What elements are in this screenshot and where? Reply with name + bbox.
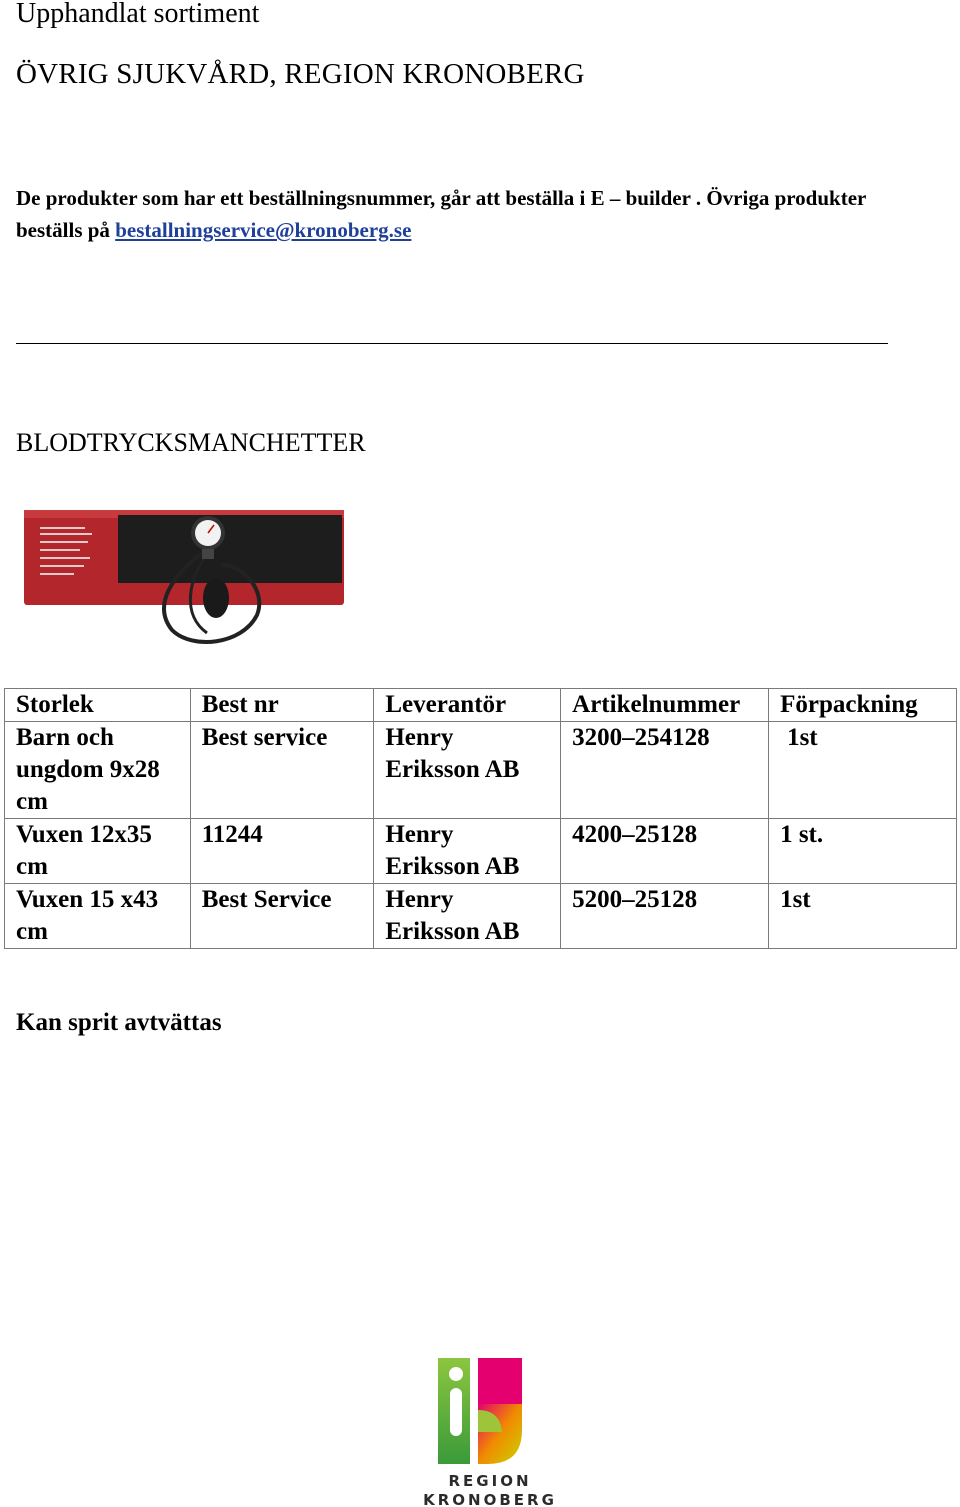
logo-text-region: REGION: [448, 1472, 532, 1490]
table-cell: Vuxen 12x35 cm: [5, 819, 191, 884]
table-cell: 3200–254128: [561, 722, 769, 819]
table-row: [5, 819, 957, 884]
table-cell: 1st: [769, 884, 957, 949]
table-row: [5, 722, 957, 819]
table-cell: 1 st.: [769, 819, 957, 884]
region-kronoberg-logo: [423, 1352, 557, 1507]
page-title: Upphandlat sortiment: [16, 0, 260, 29]
table-cell: 4200–25128: [561, 819, 769, 884]
table-cell: Best Service: [190, 884, 374, 949]
table-cell: 1st: [769, 722, 957, 819]
table-cell: 5200–25128: [561, 884, 769, 949]
product-table: [4, 688, 957, 949]
table-cell: Henry Eriksson AB: [374, 884, 561, 949]
intro-paragraph: [16, 182, 916, 246]
table-row: [5, 884, 957, 949]
page-subtitle: ÖVRIG SJUKVÅRD, REGION KRONOBERG: [16, 58, 585, 90]
column-header: Artikelnummer: [561, 689, 769, 722]
column-header: Storlek: [5, 689, 191, 722]
column-header: Förpackning: [769, 689, 957, 722]
email-link[interactable]: bestallningservice@kronoberg.se: [115, 218, 412, 242]
column-header: Leverantör: [374, 689, 561, 722]
table-header-row: [5, 689, 957, 722]
note-text: Kan sprit avtvättas: [16, 1009, 222, 1036]
table-cell: Henry Eriksson AB: [374, 819, 561, 884]
divider: [16, 343, 888, 344]
table-cell: Best service: [190, 722, 374, 819]
table-cell: Barn och ungdom 9x28 cm: [5, 722, 191, 819]
table-cell: Henry Eriksson AB: [374, 722, 561, 819]
intro-text: De produkter som har ett beställningsnummer, går att beställa i E – builder . Övriga produkter beställs på: [16, 186, 866, 242]
table-cell: 11244: [190, 819, 374, 884]
logo-text-kronoberg: KRONOBERG: [423, 1491, 557, 1507]
column-header: Best nr: [190, 689, 374, 722]
table-cell: Vuxen 15 x43 cm: [5, 884, 191, 949]
blood-pressure-cuff-icon: [22, 505, 352, 650]
section-heading: BLODTRYCKSMANCHETTER: [16, 428, 366, 457]
